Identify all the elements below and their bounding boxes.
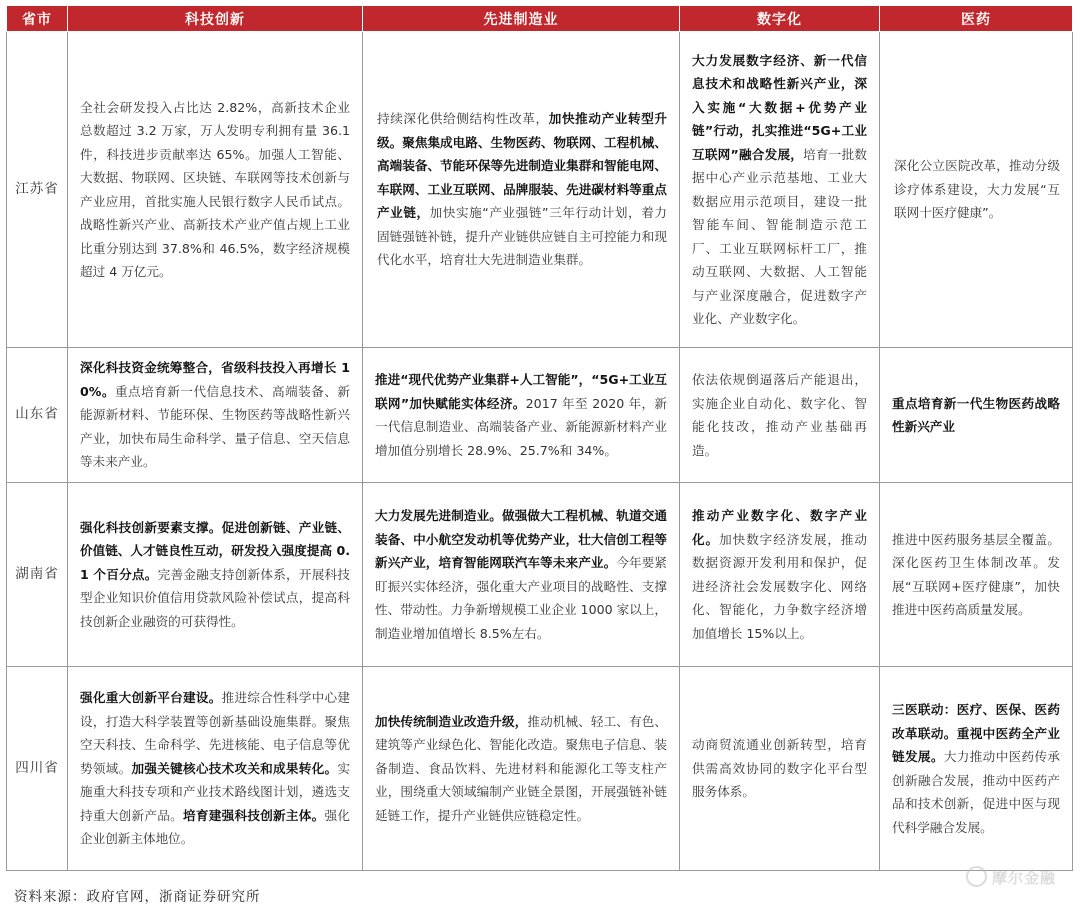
text-segment: 今年要紧盯振兴实体经济，强化重大产业项目的战略性、支撑性、带动性。力争新增规模工业企业 1000 家以上，制造业增加值增长 8.5%左右。	[375, 555, 668, 641]
text-segment: 推动机械、轻工、有色、建筑等产业绿色化、智能化改造。聚焦电子信息、装备制造、食品饮料、先进材料和能源化工等支柱产业，围绕重大领域编制产业链全景图，开展强链补链延链工作，提升产业链供应链稳定性。	[375, 713, 668, 823]
text-segment: 依法依规倒逼落后产能退出，实施企业自动化、数字化、智能化技改，推动产业基础再造。	[692, 372, 867, 458]
province-cell: 江苏省	[7, 32, 68, 348]
digital-cell	[680, 348, 880, 483]
text-segment: 培育一批数据中心产业示范基地、工业大数据应用示范项目，建设一批智能车间、智能制造示范工厂、工业互联网标杆工厂，推动互联网、大数据、人工智能与产业深度融合，促进数字产业化、产业数字化。	[692, 146, 868, 326]
header-manufacturing: 先进制造业	[363, 6, 680, 32]
policy-comparison-table	[6, 5, 1073, 871]
text-segment: 推进综合性科学中心建设，打造大科学装置等创新基础设施集群。聚焦空天科技、生命科学、先进核能、电子信息等优势领域。	[80, 690, 351, 776]
table-row	[7, 483, 1073, 667]
table-row	[7, 348, 1073, 483]
bold-text-segment: 强化重大创新平台建设。	[80, 690, 222, 706]
bold-text-segment: 深化科技资金统筹整合，省级科技投入再增长 10%。	[80, 360, 350, 399]
text-segment: 加快实施“产业强链”三年行动计划，着力固链强链补链，提升产业链供应链自主可控能力和现代化水平，培育壮大先进制造业集群。	[377, 205, 668, 268]
bold-text-segment: 大力发展先进制造业。做强做大工程机械、轨道交通装备、中小航空发动机等优势产业，壮大信创工程等新兴产业，培育智能网联汽车等未来产业。	[375, 508, 667, 570]
watermark-text: 摩尔金融	[991, 869, 1056, 887]
text-segment: 深化公立医院改革，推动分级诊疗体系建设，大力发展“互联网十医疗健康”。	[894, 158, 1060, 221]
bold-text-segment: 加快传统制造业改造升级，	[375, 713, 528, 729]
table-header-row	[7, 6, 1073, 32]
header-medicine: 医药	[880, 6, 1073, 32]
table-row	[7, 32, 1073, 348]
medicine-cell	[880, 32, 1073, 348]
text-segment: 大力推动中医药传承创新融合发展，推动中医药产品和技术创新，促进中医与现代科学融合发展。	[892, 749, 1061, 835]
text-segment: 动商贸流通业创新转型，培育供需高效协同的数字化平台型服务体系。	[692, 737, 867, 800]
tech-cell	[68, 32, 363, 348]
bold-text-segment: 推进“现代优势产业集群+人工智能”，“5G+工业互联网”加快赋能实体经济。	[375, 372, 667, 411]
text-segment: 完善金融支持创新体系，开展科技型企业知识价值信用贷款风险补偿试点，提高科技创新企业融资的可获得性。	[80, 566, 350, 629]
bold-text-segment: 大力发展数字经济、新一代信息技术和战略性新兴产业，深入实施“大数据+优势产业链”行动，扎实推进“5G+工业互联网”融合发展，	[692, 52, 867, 162]
text-segment: 持续深化供给侧结构性改革，	[377, 111, 549, 127]
tech-cell	[68, 667, 363, 871]
text-segment: 实施重大科技专项和产业技术路线图计划，遴选支持重大创新产品。	[80, 760, 351, 823]
digital-cell	[680, 483, 880, 667]
province-cell: 四川省	[7, 667, 68, 871]
province-cell: 湖南省	[7, 483, 68, 667]
tech-cell	[68, 348, 363, 483]
text-segment: 强化企业创新主体地位。	[80, 807, 351, 847]
header-digital: 数字化	[680, 6, 880, 32]
bold-text-segment: 推动产业数字化、数字产业化。	[692, 508, 867, 547]
watermark	[966, 866, 1056, 888]
source-note: 资料来源：政府官网，浙商证券研究所	[14, 889, 261, 905]
header-province: 省市	[7, 6, 68, 32]
medicine-cell	[880, 667, 1073, 871]
text-segment: 加快数字经济发展，推动数据资源开发利用和保护，促进经济社会发展数字化、网络化、智能化，力争数字经济增加值增长 15%以上。	[692, 531, 868, 641]
watermark-logo-icon	[966, 866, 987, 887]
digital-cell	[680, 32, 880, 348]
digital-cell	[680, 667, 880, 871]
text-segment: 全社会研发投入占比达 2.82%，高新技术企业总数超过 3.2 万家，万人发明专利拥有量 36.1 件，科技进步贡献率达 65%。加强人工智能、大数据、物联网、区块链、车联网等技术创新与产业应用，首批实施人民银行数字人民币试点。战略性新兴产业、高新技术产业产值占规上工业比重分别达到 37.8%和 46.5%，数字经济规模超过 4 万亿元。	[80, 99, 350, 279]
tech-cell	[68, 483, 363, 667]
manufacturing-cell	[363, 348, 680, 483]
bold-text-segment: 三医联动：医疗、医保、医药改革联动。重视中医药全产业链发展。	[892, 702, 1060, 764]
header-tech: 科技创新	[68, 6, 363, 32]
manufacturing-cell	[363, 483, 680, 667]
text-segment: 重点培育新一代信息技术、高端装备、新能源新材料、节能环保、生物医药等战略性新兴产业，加快布局生命科学、量子信息、空天信息等未来产业。	[80, 383, 351, 470]
province-cell: 山东省	[7, 348, 68, 483]
bold-text-segment: 加强关键核心技术攻关和成果转化。	[131, 760, 338, 776]
bold-text-segment: 强化科技创新要素支撑。促进创新链、产业链、价值链、人才链良性互动，研发投入强度提高 0.1 个百分点。	[80, 519, 350, 582]
medicine-cell	[880, 348, 1073, 483]
manufacturing-cell	[363, 667, 680, 871]
text-segment: 推进中医药服务基层全覆盖。深化医药卫生体制改革。发展“互联网+医疗健康”，加快推进中医药高质量发展。	[892, 531, 1060, 617]
text-segment: 2017 年至 2020 年，新一代信息制造业、高端装备产业、新能源新材料产业增加值分别增长 28.9%、25.7%和 34%。	[375, 395, 667, 458]
bold-text-segment: 培育建强科技创新主体。	[182, 807, 325, 823]
bold-text-segment: 加快推动产业转型升级。聚焦集成电路、生物医药、物联网、工程机械、高端装备、节能环保等先进制造业集群和智能电网、车联网、工业互联网、品牌服装、先进碳材料等重点产业链，	[377, 111, 668, 221]
manufacturing-cell	[363, 32, 680, 348]
medicine-cell	[880, 483, 1073, 667]
table-row	[7, 667, 1073, 871]
bold-text-segment: 重点培育新一代生物医药战略性新兴产业	[892, 395, 1060, 434]
